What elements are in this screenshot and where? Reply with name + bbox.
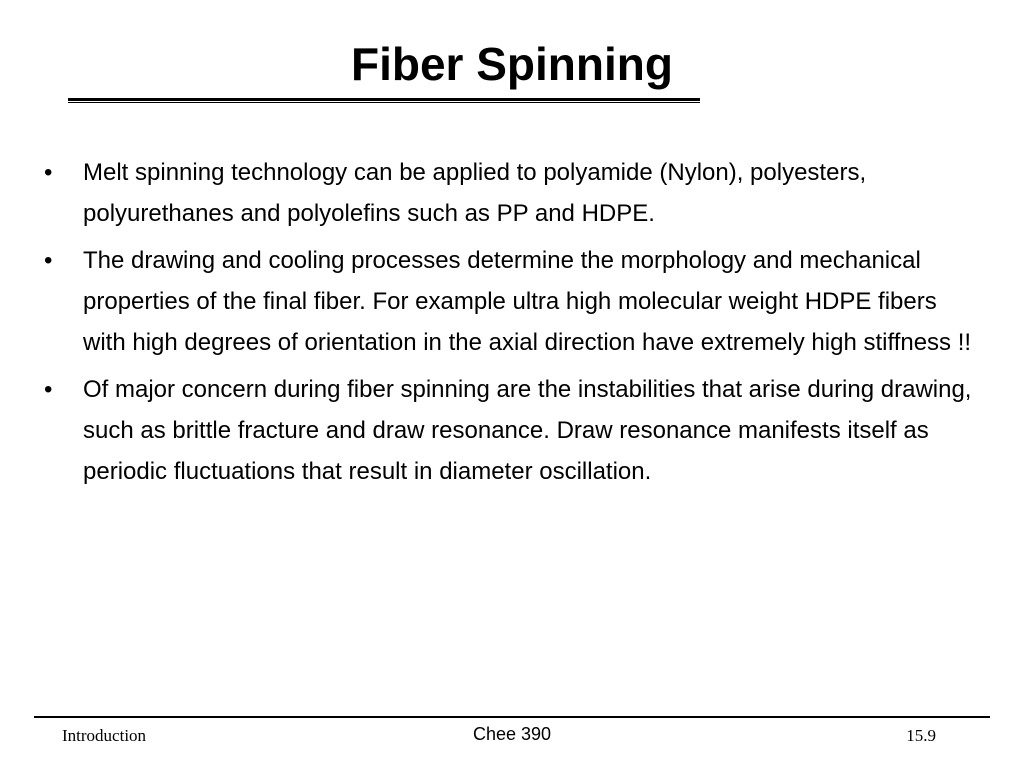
footer-divider <box>34 716 990 718</box>
bullet-item <box>44 369 974 492</box>
bullet-mark: • <box>44 247 53 274</box>
title-underline <box>68 98 700 103</box>
bullet-item <box>44 240 974 363</box>
bullet-text: Melt spinning technology can be applied to polyamide (Nylon), polyesters, polyurethanes and polyolefins such as PP and HDPE. <box>83 159 867 227</box>
footer-slide-number: 15.9 <box>906 726 936 745</box>
bullet-item <box>44 152 974 234</box>
bullet-mark: • <box>44 159 53 186</box>
slide-title: Fiber Spinning <box>351 38 673 90</box>
footer-section-label: Introduction <box>62 726 147 745</box>
bullet-list <box>44 152 974 498</box>
footer-course-label: Chee 390 <box>472 724 552 744</box>
bullet-text: Of major concern during fiber spinning are the instabilities that arise during drawing, such as brittle fracture and draw resonance. Draw resonance manifests itself as periodic fluctuations that result in diameter oscillation. <box>83 376 972 485</box>
bullet-mark: • <box>44 376 53 403</box>
bullet-text: The drawing and cooling processes determine the morphology and mechanical properties of the final fiber. For example ultra high molecular weight HDPE fibers with high degrees of orientation in the axial direction have extremely high stiffness !! <box>83 247 972 356</box>
